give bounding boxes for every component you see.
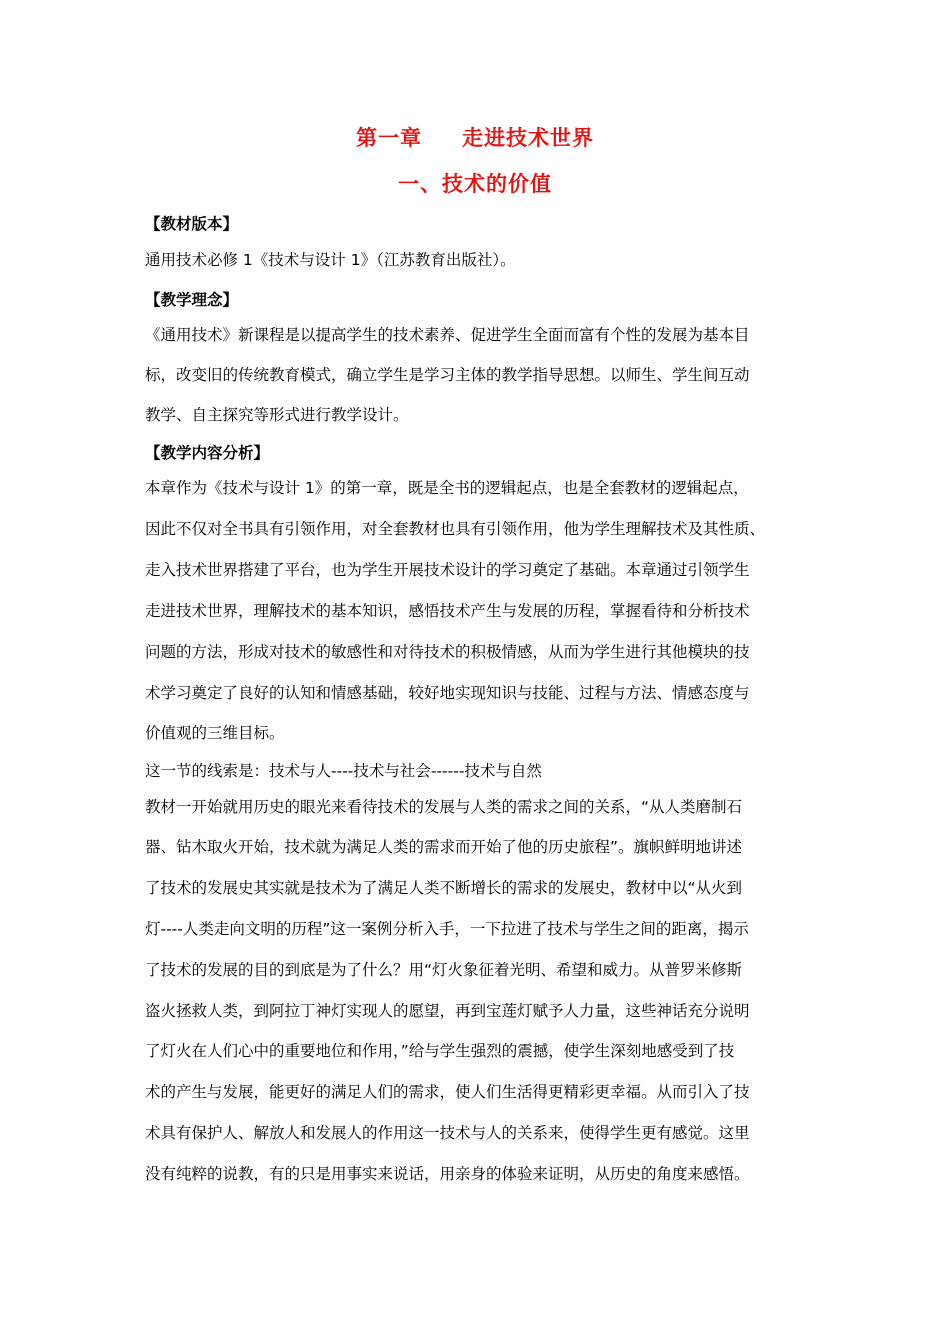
philosophy-line: 标，改变旧的传统教育模式，确立学生是学习主体的教学指导思想。以师生、学生间互动 <box>145 366 750 384</box>
analysis-line: 走入技术世界搭建了平台，也为学生开展技术设计的学习奠定了基础。本章通过引领学生 <box>145 561 750 579</box>
philosophy-line: 《通用技术》新课程是以提高学生的技术素养、促进学生全面而富有个性的发展为基本目 <box>145 326 750 344</box>
analysis-line: 术学习奠定了良好的认知和情感基础，较好地实现知识与技能、过程与方法、情感态度与 <box>145 684 750 702</box>
philosophy-heading: 【教学理念】 <box>145 291 239 309</box>
analysis-line: 了技术的发展史其实就是技术为了满足人类不断增长的需求的发展史，教材中以“从火到 <box>145 879 743 897</box>
chapter-title <box>0 122 950 152</box>
edition-heading: 【教材版本】 <box>145 215 239 233</box>
analysis-line: 术具有保护人、解放人和发展人的作用这一技术与人的关系来，使得学生更有感觉。这里 <box>145 1124 750 1142</box>
philosophy-line: 教学、自主探究等形式进行教学设计。 <box>145 406 409 424</box>
analysis-line: 盗火拯救人类，到阿拉丁神灯实现人的愿望，再到宝莲灯赋予人力量，这些神话充分说明 <box>145 1002 750 1020</box>
analysis-line: 术的产生与发展，能更好的满足人们的需求，使人们生活得更精彩更幸福。从而引入了技 <box>145 1083 750 1101</box>
analysis-line: 没有纯粹的说教，有的只是用事实来说话，用亲身的体验来证明，从历史的角度来感悟。 <box>145 1165 750 1183</box>
analysis-line: 价值观的三维目标。 <box>145 724 285 742</box>
analysis-line: 因此不仅对全书具有引领作用，对全套教材也具有引领作用，他为学生理解技术及其性质、 <box>145 520 766 538</box>
analysis-line: 问题的方法，形成对技术的敏感性和对待技术的积极情感，从而为学生进行其他模块的技 <box>145 643 750 661</box>
analysis-line: 器、钻木取火开始，技术就为满足人类的需求而开始了他的历史旅程”。旗帜鲜明地讲述 <box>145 838 743 856</box>
chapter-name: 走进技术世界 <box>462 126 594 150</box>
section-title: 一、技术的价值 <box>398 172 552 196</box>
analysis-line: 灯----人类走向文明的历程”这一案例分析入手，一下拉进了技术与学生之间的距离，揭示 <box>145 920 749 938</box>
analysis-heading: 【教学内容分析】 <box>145 444 270 462</box>
chapter-number: 第一章 <box>356 126 422 150</box>
analysis-line: 了技术的发展的目的到底是为了什么？用“灯火象征着光明、希望和威力。从普罗米修斯 <box>145 961 743 979</box>
analysis-line: 教材一开始就用历史的眼光来看待技术的发展与人类的需求之间的关系，“从人类磨制石 <box>145 798 743 816</box>
analysis-line: 了灯火在人们心中的重要地位和作用，”给与学生强烈的震撼，使学生深刻地感受到了技 <box>145 1042 735 1060</box>
edition-text: 通用技术必修 1《技术与设计 1》（江苏教育出版社）。 <box>145 251 516 269</box>
analysis-line: 走进技术世界，理解技术的基本知识，感悟技术产生与发展的历程，掌握看待和分析技术 <box>145 602 750 620</box>
analysis-line: 这一节的线索是：技术与人----技术与社会------技术与自然 <box>145 762 542 780</box>
analysis-line: 本章作为《技术与设计 1》的第一章，既是全书的逻辑起点，也是全套教材的逻辑起点， <box>145 479 749 497</box>
